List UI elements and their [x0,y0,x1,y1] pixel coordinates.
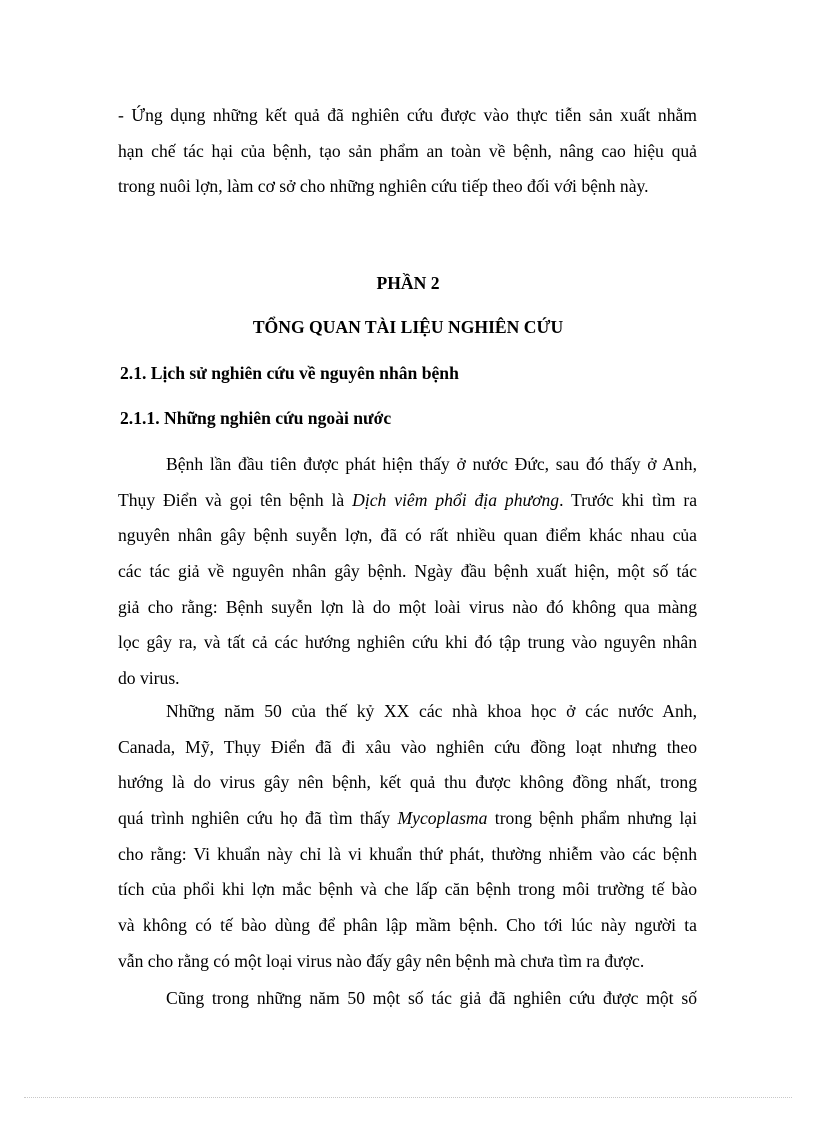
text-line: cho rằng: Vi khuẩn này chỉ là vi khuẩn thứ phát, thường nhiễm vào các bệnh [118,843,697,864]
text-run: trong bệnh phẩm nhưng lại [487,808,697,829]
text-line: Bệnh lần đầu tiên được phát hiện thấy ở nước Đức, sau đó thấy ở Anh, [166,454,697,474]
page-bottom-divider [24,1097,792,1098]
part-title: TỔNG QUAN TÀI LIỆU NGHIÊN CỨU [252,317,564,337]
text-line: Cũng trong những năm 50 một số tác giả đã nghiên cứu được một số [166,988,697,1008]
text-line [118,483,697,519]
text-line: và không có tế bào dùng để phân lập mầm bệnh. Cho tới lúc này người ta [118,915,697,936]
text-line: hướng là do virus gây nên bệnh, kết quả thu được không đồng nhất, trong [118,772,697,793]
section-heading-2-1-1: 2.1.1. Những nghiên cứu ngoài nước [120,408,392,428]
text-run: . Trước khi tìm ra [559,489,698,510]
text-line: nguyên nhân gây bệnh suyễn lợn, đã có rất nhiều quan điểm khác nhau của [118,525,697,546]
intro-paragraph [118,98,697,205]
text-line [118,801,697,837]
text-line: do virus. [118,668,180,689]
text-line: Canada, Mỹ, Thụy Điển đã đi xâu vào nghiên cứu đồng loạt nhưng theo [118,736,697,757]
text-line: Những năm 50 của thế kỷ XX các nhà khoa học ở các nước Anh, [166,701,697,721]
text-run: quá trình nghiên cứu họ đã tìm thấy [118,808,398,829]
text-line: các tác giả về nguyên nhân gây bệnh. Ngày đầu bệnh xuất hiện, một số tác [118,561,697,582]
text-run: Thụy Điển và gọi tên bệnh là [118,489,353,510]
text-line: trong nuôi lợn, làm cơ sở cho những nghiên cứu tiếp theo đối với bệnh này. [118,176,649,197]
italic-term: Mycoplasma [397,808,488,829]
italic-term: Dịch viêm phổi địa phương [352,489,560,510]
body-paragraph-1 [118,447,697,697]
section-heading-2-1: 2.1. Lịch sử nghiên cứu về nguyên nhân bệnh [120,363,459,383]
text-line: vẫn cho rằng có một loại virus nào đấy gây nên bệnh mà chưa tìm ra được. [118,950,645,971]
text-line: - Ứng dụng những kết quả đã nghiên cứu được vào thực tiễn sản xuất nhằm [118,105,697,125]
body-paragraph-3 [118,981,697,1017]
text-line: lọc gây ra, và tất cả các hướng nghiên cứu khi đó tập trung vào nguyên nhân [118,632,697,653]
text-line: giả cho rằng: Bệnh suyễn lợn là do một loài virus nào đó không qua màng [118,596,697,617]
text-line: tích của phổi khi lợn mắc bệnh và che lấp căn bệnh trong môi trường tế bào [118,879,697,900]
part-label: PHẦN 2 [376,273,440,293]
body-paragraph-2 [118,694,697,980]
text-line: hạn chế tác hại của bệnh, tạo sản phẩm an toàn về bệnh, nâng cao hiệu quả [118,140,697,161]
